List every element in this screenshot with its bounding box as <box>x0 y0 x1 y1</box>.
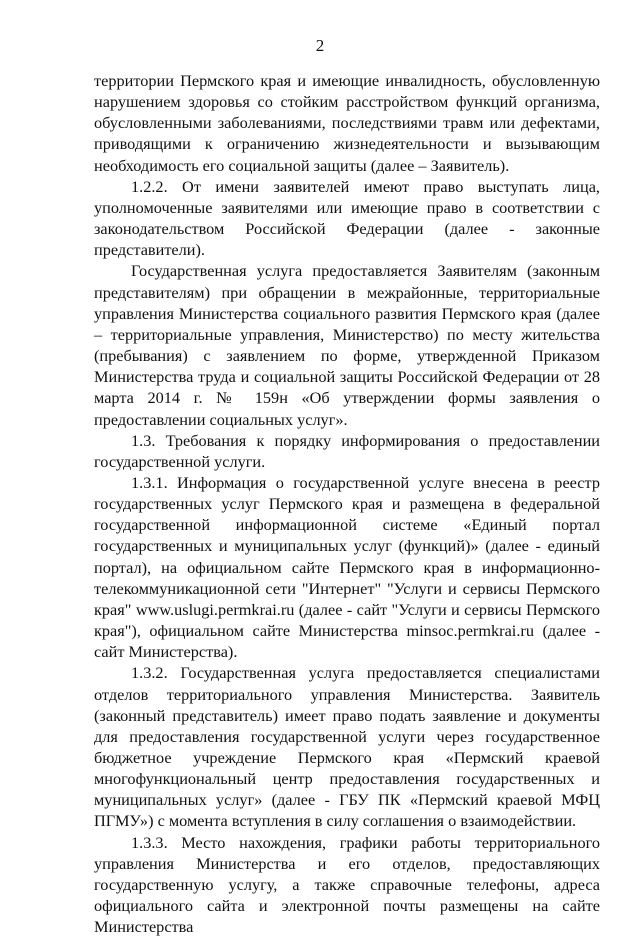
document-body <box>94 70 600 937</box>
paragraph-1-3-3: 1.3.3. Место нахождения, графики работы территориального управления Министерства и его отделов, предоставляющих государственную услугу, а также справочные телефоны, адреса официального сайта и электронной почты размещены на сайте Министерства <box>94 832 600 937</box>
paragraph-service-provision: Государственная услуга предоставляется Заявителям (законным представителям) при обращении в межрайонные, территориальные управления Министерства социального развития Пермского края (далее – территориальные управления, Министерство) по месту жительства (пребывания) с заявлением по форме, утвержденной Приказом Министерства труда и социальной защиты Российской Федерации от 28 марта 2014 г. № 159н «Об утверждении формы заявления о предоставлении социальных услуг». <box>94 261 600 429</box>
paragraph-applicant-definition: территории Пермского края и имеющие инвалидность, обусловленную нарушением здоровья со стойким расстройством функций организма, обусловленными заболеваниями, последствиями травм или дефектами, приводящими к ограничению жизнедеятельности и вызывающим необходимость его социальной защиты (далее – Заявитель). <box>94 71 600 175</box>
page-number: 2 <box>315 36 325 55</box>
paragraph-1-3-2: 1.3.2. Государственная услуга предоставляется специалистами отделов территориального управления Министерства. Заявитель (законный представитель) имеет право подать заявление и документы для предоставления государственной услуги через государственное бюджетное учреждение Пермского края «Пермский краевой многофункциональный центр предоставления государственных и муниципальных услуг» (далее - ГБУ ПК «Пермский краевой МФЦ ПГМУ») с момента вступления в силу соглашения о взаимодействии. <box>94 663 600 831</box>
paragraph-1-2-2: 1.2.2. От имени заявителей имеют право выступать лица, уполномоченные заявителями или имеющие право в соответствии с законодательством Российской Федерации (далее - законные представители). <box>94 176 600 260</box>
paragraph-1-3: 1.3. Требования к порядку информирования о предоставлении государственной услуги. <box>94 430 600 471</box>
paragraph-1-3-1: 1.3.1. Информация о государственной услуге внесена в реестр государственных услуг Пермского края и размещена в федеральной государственной информационной системе «Единый портал государственных и муниципальных услуг (функций)» (далее - единый портал), на официальном сайте Пермского края в информационно-телекоммуникационной сети "Интернет" "Услуги и сервисы Пермского края" www.uslugi.permkrai.ru (далее - сайт "Услуги и сервисы Пермского края"), официальном сайте Министерства minsoc.permkrai.ru (далее - сайт Министерства). <box>94 472 600 662</box>
